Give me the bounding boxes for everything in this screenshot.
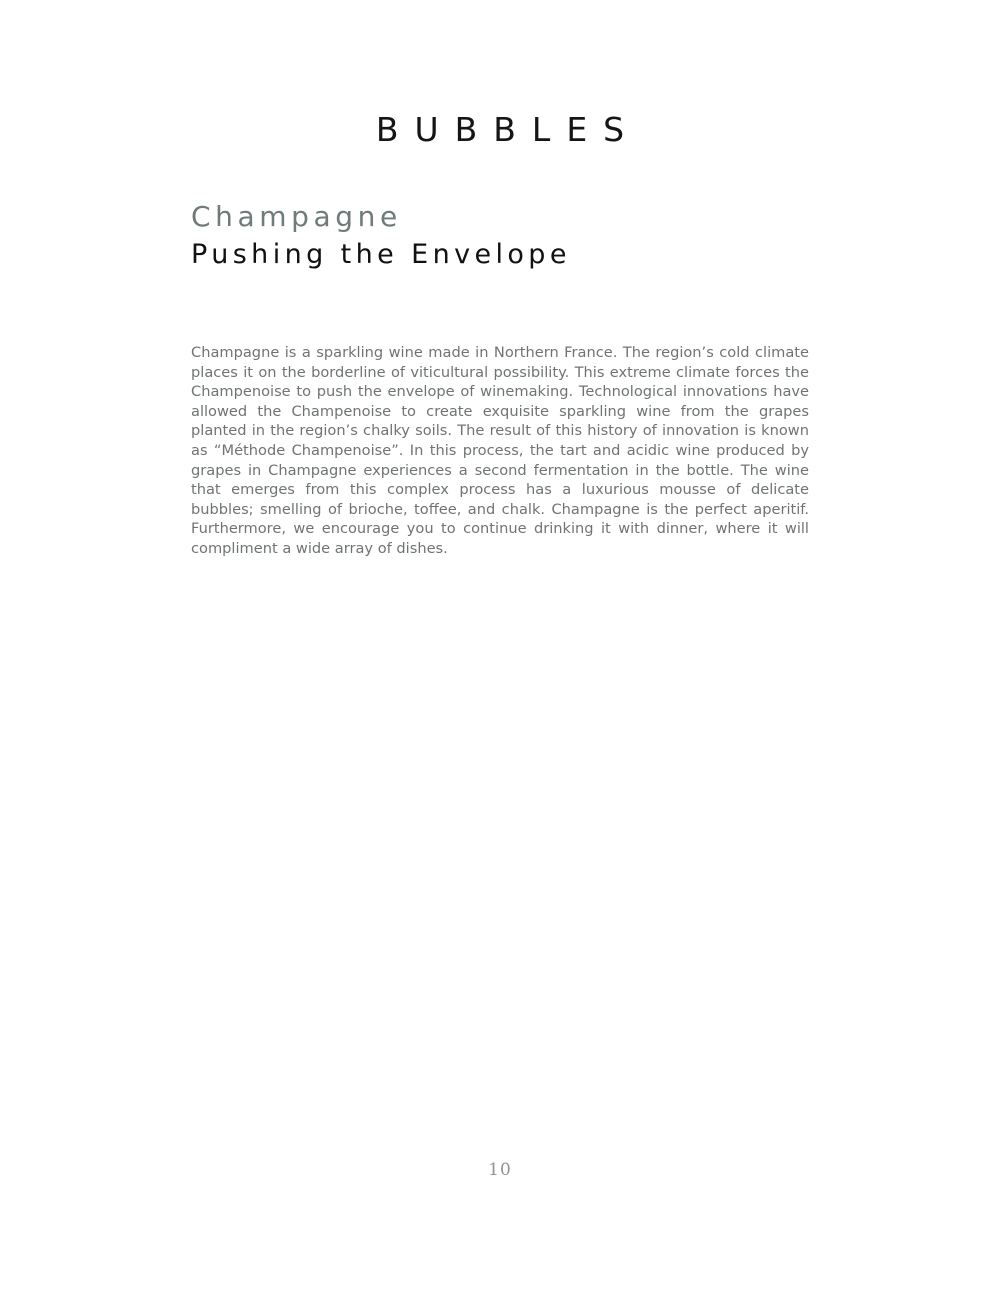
section-title: BUBBLES <box>375 110 641 149</box>
heading-title: Pushing the Envelope <box>191 239 571 270</box>
page-number: 10 <box>488 1160 512 1180</box>
heading-subtitle: Champagne <box>191 200 402 233</box>
body-paragraph: Champagne is a sparkling wine made in Northern France. The region’s cold climate places it on the borderline of viticultural possibility. This extreme climate forces the Champenoise to push the envelope of winemaking. Technological innovations have allowed the Champenoise to create exquisite sparkling wine from the grapes planted in the region’s chalky soils. The result of this history of innovation is known as “Méthode Champenoise”. In this process, the tart and acidic wine produced by grapes in Champagne experiences a second fermentation in the bottle. The wine that emerges from this complex process has a luxurious mousse of delicate bubbles; smelling of brioche, toffee, and chalk. Champagne is the perfect aperitif. Furthermore, we encourage you to continue drinking it with dinner, where it will compliment a wide array of dishes. <box>191 344 809 557</box>
heading-block <box>191 198 811 274</box>
